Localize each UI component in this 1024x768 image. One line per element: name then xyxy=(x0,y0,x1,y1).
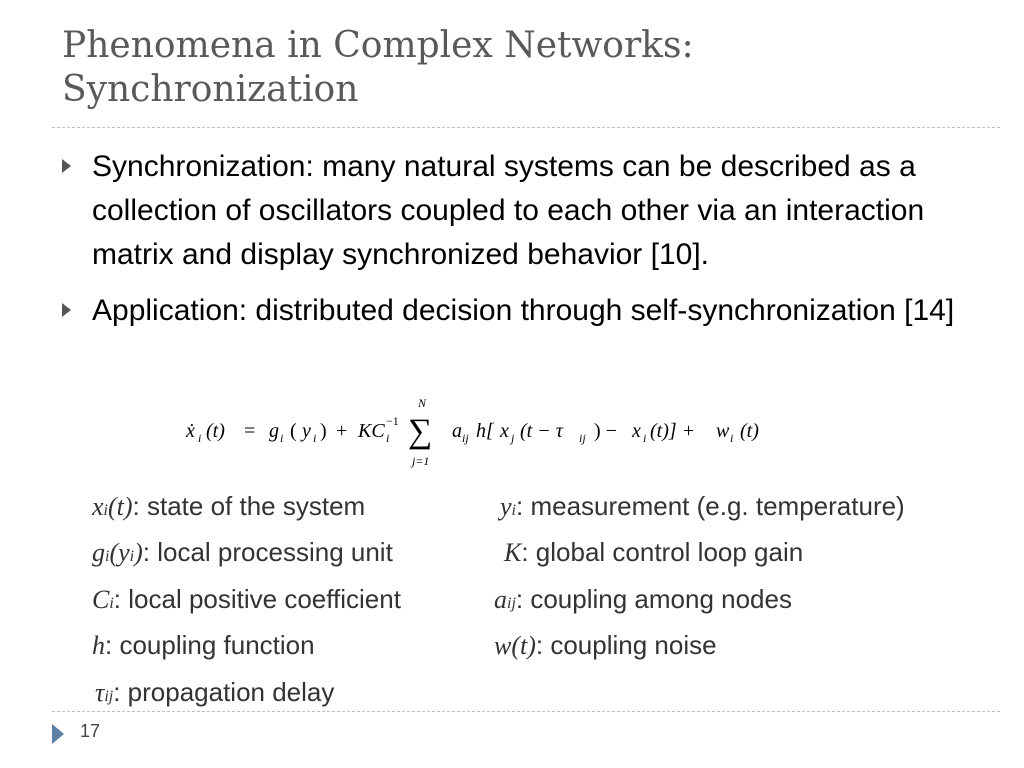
eq-close1: ) − xyxy=(594,420,617,442)
bullet-text: Synchronization: many natural systems can be described as a collection of oscillators coupled to each other via an interaction matrix and display synchronized behavior [10]. xyxy=(92,150,925,271)
def-y: yi: measurement (e.g. temperature) xyxy=(500,491,905,521)
eq-lhs-arg: (t) xyxy=(206,420,225,442)
eq-tau-sub: ij xyxy=(579,431,586,445)
eq-g-open: ( xyxy=(290,420,297,442)
def-x: xi(t): state of the system xyxy=(92,491,366,521)
eq-sum-top: N xyxy=(418,396,427,410)
eq-g-close: ) xyxy=(320,420,327,442)
def-k: K: global control loop gain xyxy=(504,537,804,567)
def-c: Ci: local positive coefficient xyxy=(92,584,401,614)
eq-x1-sub: j xyxy=(511,431,515,445)
def-w: w(t): coupling noise xyxy=(494,630,717,660)
bullet-text: Application: distributed decision through self-synchronization [14] xyxy=(92,294,955,327)
synchronization-equation xyxy=(184,395,804,470)
eq-a-sub: ij xyxy=(462,431,469,445)
eq-lhs: ẋ xyxy=(186,420,195,442)
eq-y: y xyxy=(302,420,311,442)
eq-x1: x xyxy=(500,420,509,442)
eq-C-sup: −1 xyxy=(386,414,399,428)
eq-y-sub: i xyxy=(313,431,317,445)
eq-sum-bottom: j=1 xyxy=(412,454,430,468)
eq-x1-arg: (t − τ xyxy=(520,420,563,442)
eq-x2-arg: (t)] + xyxy=(650,420,696,442)
def-h: h: coupling function xyxy=(92,630,315,660)
eq-g-sub: i xyxy=(280,431,284,445)
eq-KC: KC xyxy=(358,420,385,442)
bullet-arrow-icon xyxy=(62,303,71,317)
slide-title xyxy=(62,24,962,112)
eq-w-sub: i xyxy=(730,431,734,445)
eq-x2-sub: i xyxy=(643,431,647,445)
title-divider xyxy=(52,127,1000,128)
eq-w: w xyxy=(716,420,730,442)
def-g: gi(yi): local processing unit xyxy=(92,537,393,567)
title-line-1: Phenomena in Complex Networks: xyxy=(62,25,694,66)
eq-equals: = xyxy=(244,420,256,442)
eq-x2: x xyxy=(632,420,641,442)
footer-divider xyxy=(52,711,1000,712)
eq-a: a xyxy=(452,420,462,442)
eq-w-arg: (t) xyxy=(740,420,759,442)
eq-C-sub: i xyxy=(386,431,390,445)
title-line-2: Synchronization xyxy=(62,68,359,110)
eq-plus: + xyxy=(336,420,348,442)
page-number: 17 xyxy=(80,721,101,741)
footer-arrow-icon xyxy=(52,724,64,744)
eq-sum: ∑ xyxy=(408,413,433,450)
def-tau: τij: propagation delay xyxy=(95,677,335,707)
eq-lhs-sub: i xyxy=(198,431,202,445)
eq-h: h[ xyxy=(476,420,494,442)
eq-g: g xyxy=(269,420,279,442)
bullet-arrow-icon xyxy=(62,159,71,173)
def-a: aij: coupling among nodes xyxy=(494,584,792,614)
